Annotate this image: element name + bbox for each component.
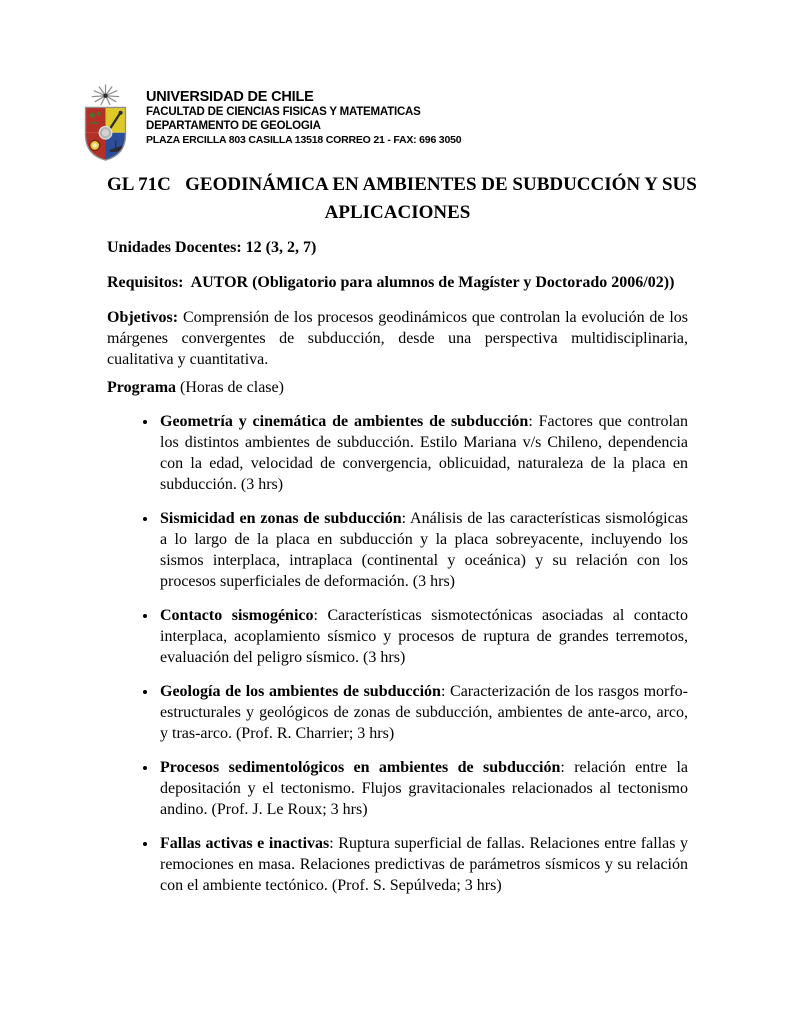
topic-text: : Caracterización de los rasgos morfo-estructurales y geológicos de zonas de subducción, ambientes de ante-arco, arco, y tras-arco. (Prof. R. Charrier; 3 hrs): [160, 683, 689, 742]
objetivos-paragraph: [107, 307, 688, 370]
university-crest-icon: [82, 84, 129, 162]
letterhead: [82, 84, 461, 162]
list-item: [158, 508, 688, 592]
list-item: [158, 411, 688, 495]
program-topics-list: [107, 411, 688, 909]
list-item: [158, 833, 688, 896]
programa-label: Programa: [107, 379, 177, 396]
faculty-name: FACULTAD DE CIENCIAS FISICAS Y MATEMATICAS: [146, 106, 421, 118]
programa-heading: [107, 377, 688, 398]
objetivos-text: Comprensión de los procesos geodinámicos que controlan la evolución de los márgenes convergentes de subducción, desde una perspectiva multidisciplinaria, cualitativa y cuantitativa.: [107, 309, 688, 368]
course-title: [107, 171, 697, 227]
letterhead-text: [146, 84, 461, 147]
topic-lead: Procesos sedimentológicos en ambientes de subducción: [160, 759, 561, 776]
topic-lead: Sismicidad en zonas de subducción: [160, 510, 402, 527]
topic-text: : Análisis de las características sismológicas a lo largo de la placa en subducción y la placa sobreyacente, incluyendo los sismos interplaca, intraplaca (continental y oceánica) y su relación con los procesos superficiales de deformación. (3 hrs): [160, 510, 689, 590]
topic-lead: Contacto sismogénico: [160, 607, 314, 624]
course-title-line2: APLICACIONES: [324, 202, 471, 223]
address-fax-line: PLAZA ERCILLA 803 CASILLA 13518 CORREO 21 - FAX: 696 3050: [146, 134, 462, 146]
unidades-docentes-line: Unidades Docentes: 12 (3, 2, 7): [107, 239, 317, 256]
topic-lead: Geometría y cinemática de ambientes de subducción: [160, 413, 529, 430]
institution-name: UNIVERSIDAD DE CHILE: [146, 89, 314, 105]
topic-text: : relación entre la depositación y el tectonismo. Flujos gravitacionales relacionados al tectonismo andino. (Prof. J. Le Roux; 3 hrs): [160, 759, 688, 818]
requisitos-line: Requisitos: AUTOR (Obligatorio para alumnos de Magíster y Doctorado 2006/02)): [107, 274, 675, 291]
topic-lead: Geología de los ambientes de subducción: [160, 683, 441, 700]
topic-text: : Características sismotectónicas asociadas al contacto interplaca, acoplamiento sísmico y procesos de ruptura de grandes terremotos, evaluación del peligro sísmico. (3 hrs): [160, 607, 689, 666]
programa-suffix: (Horas de clase): [176, 379, 284, 396]
list-item: [158, 605, 688, 668]
topic-text: : Ruptura superficial de fallas. Relaciones entre fallas y remociones en masa. Relaciones predictivas de parámetros sísmicos y su relación con el ambiente tectónico. (Prof. S. Sepúlveda; 3 hrs): [160, 835, 688, 894]
objetivos-label: Objetivos:: [107, 309, 179, 326]
list-item: [158, 681, 688, 744]
topic-text: : Factores que controlan los distintos ambientes de subducción. Estilo Mariana v/s Chileno, dependencia con la edad, velocidad de convergencia, oblicuidad, naturaleza de la placa en subducción. (3 hrs): [160, 413, 689, 493]
department-name: DEPARTAMENTO DE GEOLOGIA: [146, 119, 321, 132]
course-title-line1: GL 71C GEODINÁMICA EN AMBIENTES DE SUBDUCCIÓN Y SUS: [107, 174, 697, 195]
topic-lead: Fallas activas e inactivas: [160, 835, 330, 852]
list-item: [158, 757, 688, 820]
